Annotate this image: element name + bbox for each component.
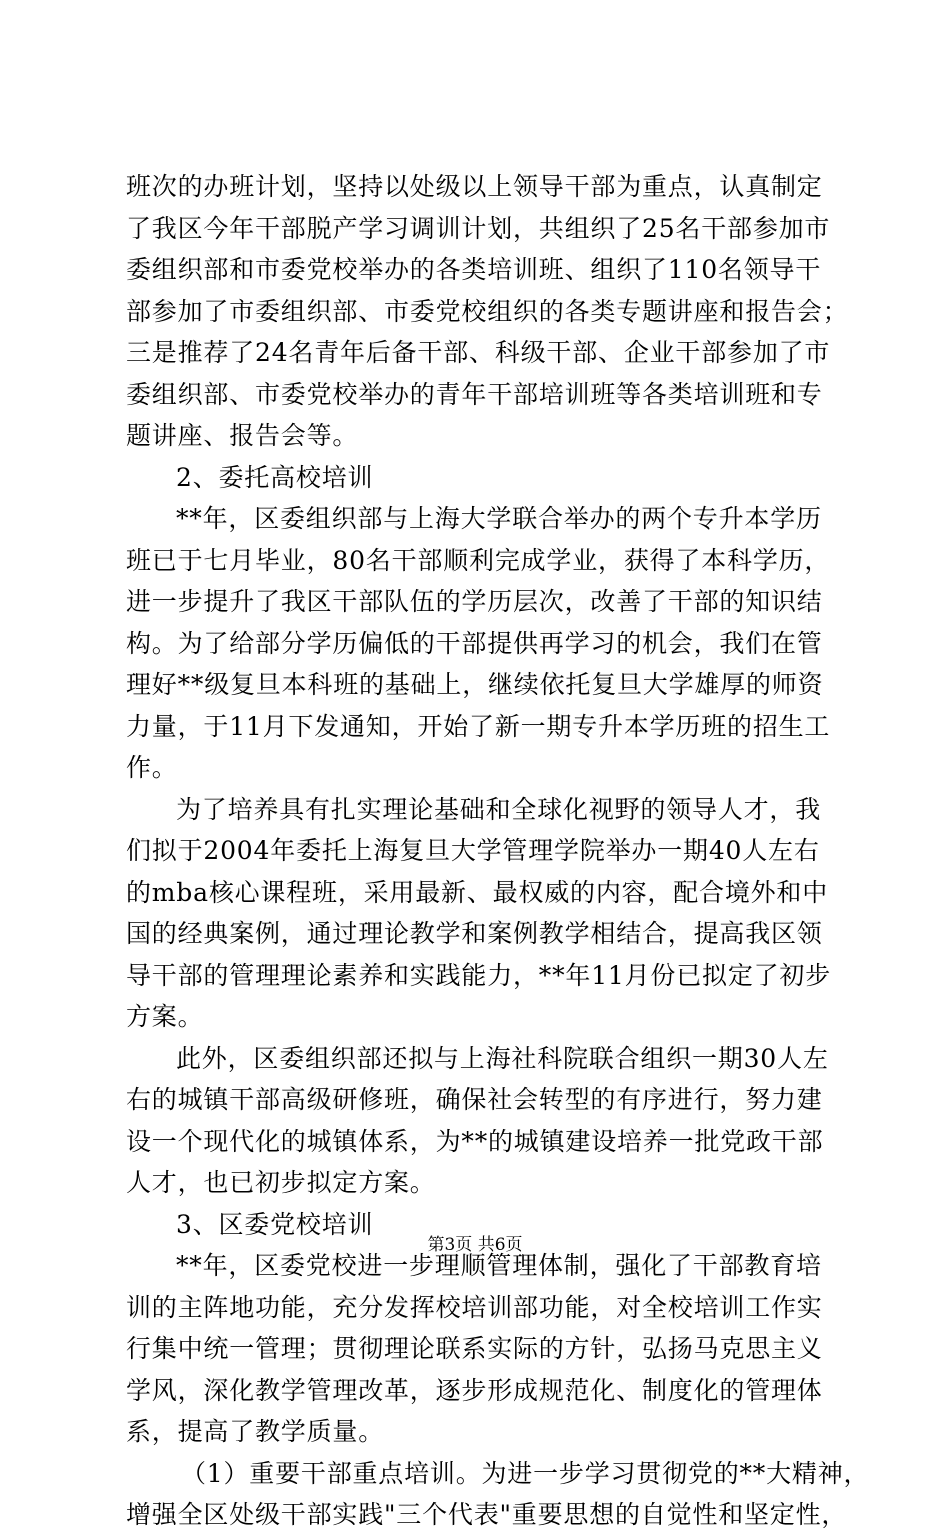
text-line: 三是推荐了24名青年后备干部、科级干部、企业干部参加了市 (126, 338, 831, 367)
section-heading: 3、区委党校培训 (176, 1209, 374, 1239)
text-line: 题讲座、报告会等。 (126, 421, 359, 450)
text-line: 系，提高了教学质量。 (126, 1417, 385, 1446)
text-line: （1）重要干部重点培训。为进一步学习贯彻党的**大精神， (181, 1458, 870, 1488)
text-line: 学风，深化教学管理改革，逐步形成规范化、制度化的管理体 (126, 1375, 823, 1405)
text-line: 为了培养具有扎实理论基础和全球化视野的领导人才，我 (176, 794, 822, 824)
text-line: 国的经典案例，通过理论教学和案例教学相结合，提高我区领 (126, 919, 823, 948)
text-line: 设一个现代化的城镇体系，为**的城镇建设培养一批党政干部 (126, 1126, 824, 1156)
text-line: 人才，也已初步拟定方案。 (126, 1168, 436, 1197)
text-line: 理好**级复旦本科班的基础上，继续依托复旦大学雄厚的师资 (126, 670, 824, 699)
text-line: 力量，于11月下发通知，开始了新一期专升本学历班的招生工 (126, 711, 831, 741)
document-body (126, 166, 870, 1536)
text-line: 构。为了给部分学历偏低的干部提供再学习的机会，我们在管 (126, 628, 823, 658)
section-heading: 2、委托高校培训 (176, 462, 374, 492)
text-line: 委组织部、市委党校举办的青年干部培训班等各类培训班和专 (126, 379, 823, 409)
text-line: 的mba核心课程班，采用最新、最权威的内容，配合境外和中 (126, 877, 829, 907)
page-footer: 第3页 共6页 (427, 1235, 523, 1255)
text-line: 委组织部和市委党校举办的各类培训班、组织了110名领导干 (126, 255, 822, 284)
text-line: 行集中统一管理；贯彻理论联系实际的方针，弘扬马克思主义 (126, 1334, 823, 1363)
text-line: 作。 (126, 753, 178, 782)
text-line: 班次的办班计划，坚持以处级以上领导干部为重点，认真制定 (126, 172, 823, 201)
text-line: 部参加了市委组织部、市委党校组织的各类专题讲座和报告会； (126, 296, 849, 326)
text-line: 方案。 (126, 1002, 204, 1031)
text-line: **年，区委党校进一步理顺管理体制，强化了干部教育培 (176, 1251, 822, 1280)
text-line: 班已于七月毕业，80名干部顺利完成学业，获得了本科学历， (126, 545, 831, 575)
text-line: 增强全区处级干部实践"三个代表"重要思想的自觉性和坚定性， (126, 1500, 848, 1529)
text-line: 们拟于2004年委托上海复旦大学管理学院举办一期40人左右 (126, 836, 820, 865)
text-line: 右的城镇干部高级研修班，确保社会转型的有序进行，努力建 (126, 1085, 823, 1114)
text-line: 导干部的管理理论素养和实践能力，**年11月份已拟定了初步 (126, 960, 832, 990)
text-line: **年，区委组织部与上海大学联合举办的两个专升本学历 (176, 504, 822, 533)
text-line: 训的主阵地功能，充分发挥校培训部功能，对全校培训工作实 (126, 1292, 823, 1322)
text-line: 了我区今年干部脱产学习调训计划，共组织了25名干部参加市 (126, 213, 831, 243)
text-line: 进一步提升了我区干部队伍的学历层次，改善了干部的知识结 (126, 587, 823, 616)
text-line: 此外，区委组织部还拟与上海社科院联合组织一期30人左 (176, 1043, 829, 1073)
